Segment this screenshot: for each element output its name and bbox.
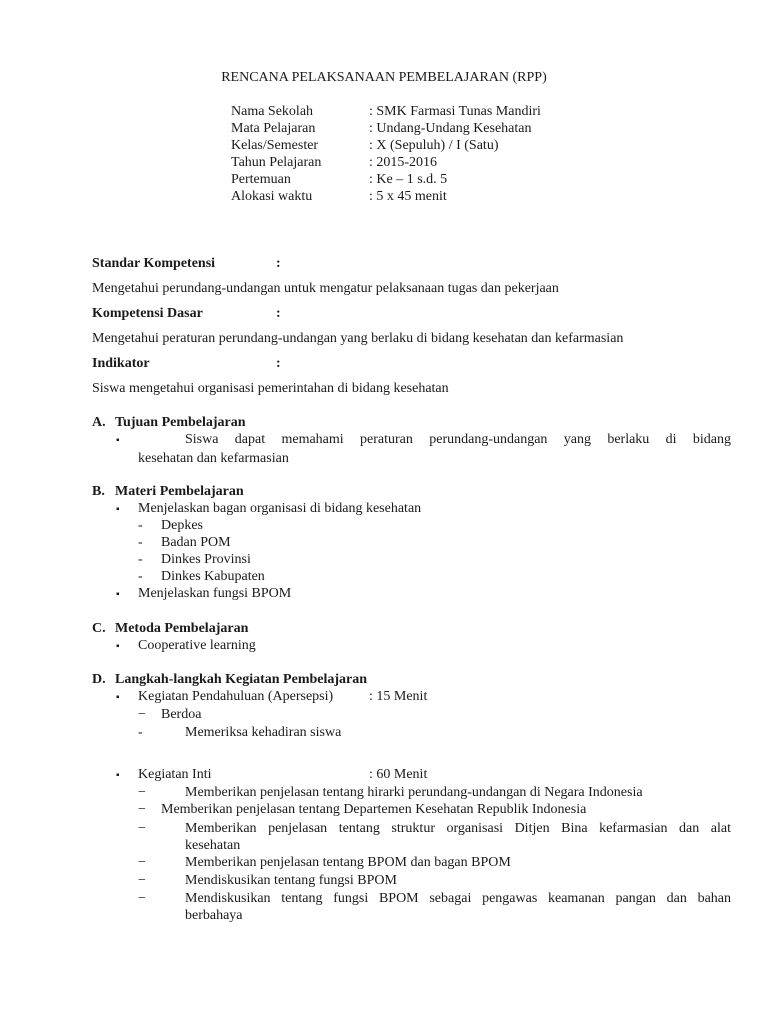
dash-icon: −	[138, 821, 146, 836]
info-value-school: : SMK Farmasi Tunas Mandiri	[369, 104, 541, 119]
bullet-icon: ▪	[116, 504, 120, 515]
info-label-year: Tahun Pelajaran	[231, 155, 322, 170]
bullet-icon: ▪	[116, 589, 120, 600]
dash-icon: -	[138, 725, 143, 740]
bullet-icon: ▪	[116, 435, 120, 446]
section-a-letter: A.	[92, 415, 106, 430]
inti-item-2: Memberikan penjelasan tentang Departemen Kesehatan Republik Indonesia	[161, 802, 587, 817]
info-label-meeting: Pertemuan	[231, 172, 291, 187]
indikator-text: Siswa mengetahui organisasi pemerintahan di bidang kesehatan	[92, 381, 449, 396]
dash-icon: −	[138, 785, 146, 800]
info-value-year: : 2015-2016	[369, 155, 438, 170]
info-label-school: Nama Sekolah	[231, 104, 314, 119]
inti-item-3-line-2: kesehatan	[185, 838, 241, 853]
dash-icon: −	[138, 873, 146, 888]
materi-sub-depkes: Depkes	[161, 518, 203, 533]
section-c-letter: C.	[92, 621, 106, 636]
pendahuluan-time: : 15 Menit	[369, 689, 428, 704]
standar-kompetensi-heading: Standar Kompetensi	[92, 256, 216, 271]
materi-item-2: Menjelaskan fungsi BPOM	[138, 586, 292, 601]
dash-icon: -	[138, 535, 143, 550]
section-d-heading: Langkah-langkah Kegiatan Pembelajaran	[115, 672, 368, 687]
section-d-letter: D.	[92, 672, 106, 687]
standar-kompetensi-colon: :	[276, 256, 281, 271]
info-label-class: Kelas/Semester	[231, 138, 319, 153]
dash-icon: -	[138, 569, 143, 584]
tujuan-line-2: kesehatan dan kefarmasian	[138, 451, 289, 466]
dash-icon: −	[138, 707, 146, 722]
info-label-subject: Mata Pelajaran	[231, 121, 316, 136]
inti-time: : 60 Menit	[369, 767, 428, 782]
info-value-meeting: : Ke – 1 s.d. 5	[369, 172, 448, 187]
indikator-colon: :	[276, 356, 281, 371]
inti-item-6-line-1: Mendiskusikan tentang fungsi BPOM sebagai pengawas keamanan pangan dan bahan	[185, 891, 731, 906]
inti-item-6-line-2: berbahaya	[185, 908, 243, 923]
pendahuluan-label: Kegiatan Pendahuluan (Apersepsi)	[138, 689, 334, 704]
info-value-subject: : Undang-Undang Kesehatan	[369, 121, 532, 136]
section-b-letter: B.	[92, 484, 105, 499]
metoda-item-1: Cooperative learning	[138, 638, 256, 653]
section-c-heading: Metoda Pembelajaran	[115, 621, 249, 636]
bullet-icon: ▪	[116, 641, 120, 652]
materi-sub-dinkes-kabupaten: Dinkes Kabupaten	[161, 569, 265, 584]
kompetensi-dasar-colon: :	[276, 306, 281, 321]
dash-icon: −	[138, 855, 146, 870]
inti-item-5: Mendiskusikan tentang fungsi BPOM	[185, 873, 397, 888]
pendahuluan-item-berdoa: Berdoa	[161, 707, 202, 722]
inti-item-3-line-1: Memberikan penjelasan tentang struktur organisasi Ditjen Bina kefarmasian dan alat	[185, 821, 731, 836]
kompetensi-dasar-text: Mengetahui peraturan perundang-undangan yang berlaku di bidang kesehatan dan kefarmasian	[92, 331, 624, 346]
inti-label: Kegiatan Inti	[138, 767, 212, 782]
materi-sub-badan-pom: Badan POM	[161, 535, 231, 550]
inti-item-4: Memberikan penjelasan tentang BPOM dan bagan BPOM	[185, 855, 511, 870]
info-label-duration: Alokasi waktu	[231, 189, 313, 204]
indikator-heading: Indikator	[92, 356, 150, 371]
info-value-class: : X (Sepuluh) / I (Satu)	[369, 138, 499, 153]
section-a-heading: Tujuan Pembelajaran	[115, 415, 246, 430]
dash-icon: -	[138, 518, 143, 533]
inti-item-1: Memberikan penjelasan tentang hirarki perundang-undangan di Negara Indonesia	[185, 785, 643, 800]
dash-icon: −	[138, 802, 146, 817]
bullet-icon: ▪	[116, 692, 120, 703]
document-title: RENCANA PELAKSANAAN PEMBELAJARAN (RPP)	[221, 70, 547, 85]
info-value-duration: : 5 x 45 menit	[369, 189, 447, 204]
section-b-heading: Materi Pembelajaran	[115, 484, 244, 499]
dash-icon: −	[138, 891, 146, 906]
tujuan-line-1: Siswa dapat memahami peraturan perundang-undangan yang berlaku di bidang	[185, 432, 731, 447]
kompetensi-dasar-heading: Kompetensi Dasar	[92, 306, 203, 321]
dash-icon: -	[138, 552, 143, 567]
standar-kompetensi-text: Mengetahui perundang-undangan untuk mengatur pelaksanaan tugas dan pekerjaan	[92, 281, 559, 296]
materi-item-1: Menjelaskan bagan organisasi di bidang kesehatan	[138, 501, 422, 516]
bullet-icon: ▪	[116, 770, 120, 781]
materi-sub-dinkes-provinsi: Dinkes Provinsi	[161, 552, 251, 567]
pendahuluan-item-kehadiran: Memeriksa kehadiran siswa	[185, 725, 342, 740]
